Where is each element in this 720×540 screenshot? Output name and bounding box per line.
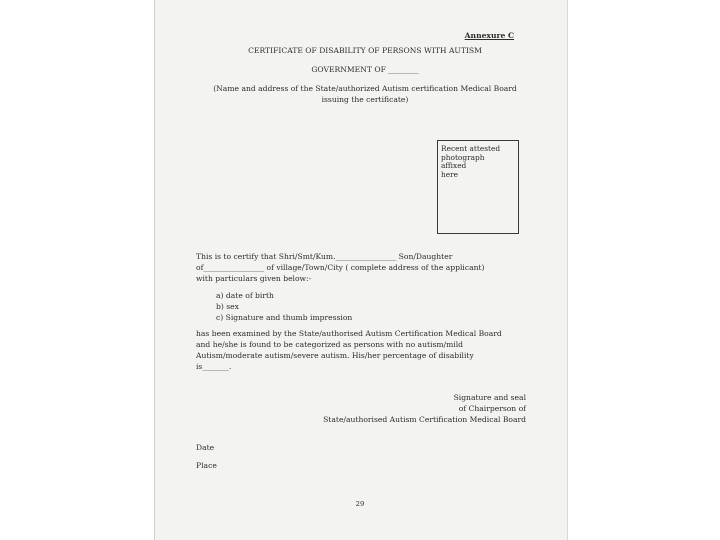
photo-line-2: photograph [441, 152, 485, 162]
certify-line-1: This is to certify that Shri/Smt/Kum.________________ Son/Daughter [196, 252, 453, 261]
certify-line-3: with particulars given below:- [196, 274, 312, 283]
page-number: 29 [355, 500, 365, 508]
place-label: Place [196, 461, 217, 470]
particular-signature: c) Signature and thumb impression [216, 313, 353, 322]
examined-line-4: is_______. [196, 362, 232, 371]
particular-sex: b) sex [216, 302, 239, 311]
annexure-label: Annexure C [464, 31, 514, 40]
date-label: Date [196, 443, 215, 452]
photo-box [437, 140, 519, 234]
examined-line-3: Autism/moderate autism/severe autism. His/her percentage of disability [196, 351, 474, 360]
signature-line-3: State/authorised Autism Certification Medical Board [323, 415, 526, 424]
signature-line-1: Signature and seal [453, 393, 526, 402]
particular-date-of-birth: a) date of birth [216, 291, 274, 300]
photo-line-4: here [441, 169, 459, 179]
board-line-1: (Name and address of the State/authorized Autism certification Medical Board [213, 84, 517, 93]
signature-line-2: of Chairperson of [458, 404, 526, 413]
examined-line-1: has been examined by the State/authorised Autism Certification Medical Board [196, 329, 502, 338]
photo-line-1: Recent attested [441, 144, 501, 153]
board-line-2: issuing the certificate) [321, 95, 409, 104]
photo-line-3: affixed [441, 161, 467, 171]
government-line: GOVERNMENT OF ________ [311, 65, 419, 74]
examined-line-2: and he/she is found to be categorized as persons with no autism/mild [196, 340, 464, 349]
certify-line-2: of________________ of village/Town/City ( complete address of the applicant) [196, 263, 485, 272]
page-title: CERTIFICATE OF DISABILITY OF PERSONS WITH AUTISM [248, 46, 482, 55]
